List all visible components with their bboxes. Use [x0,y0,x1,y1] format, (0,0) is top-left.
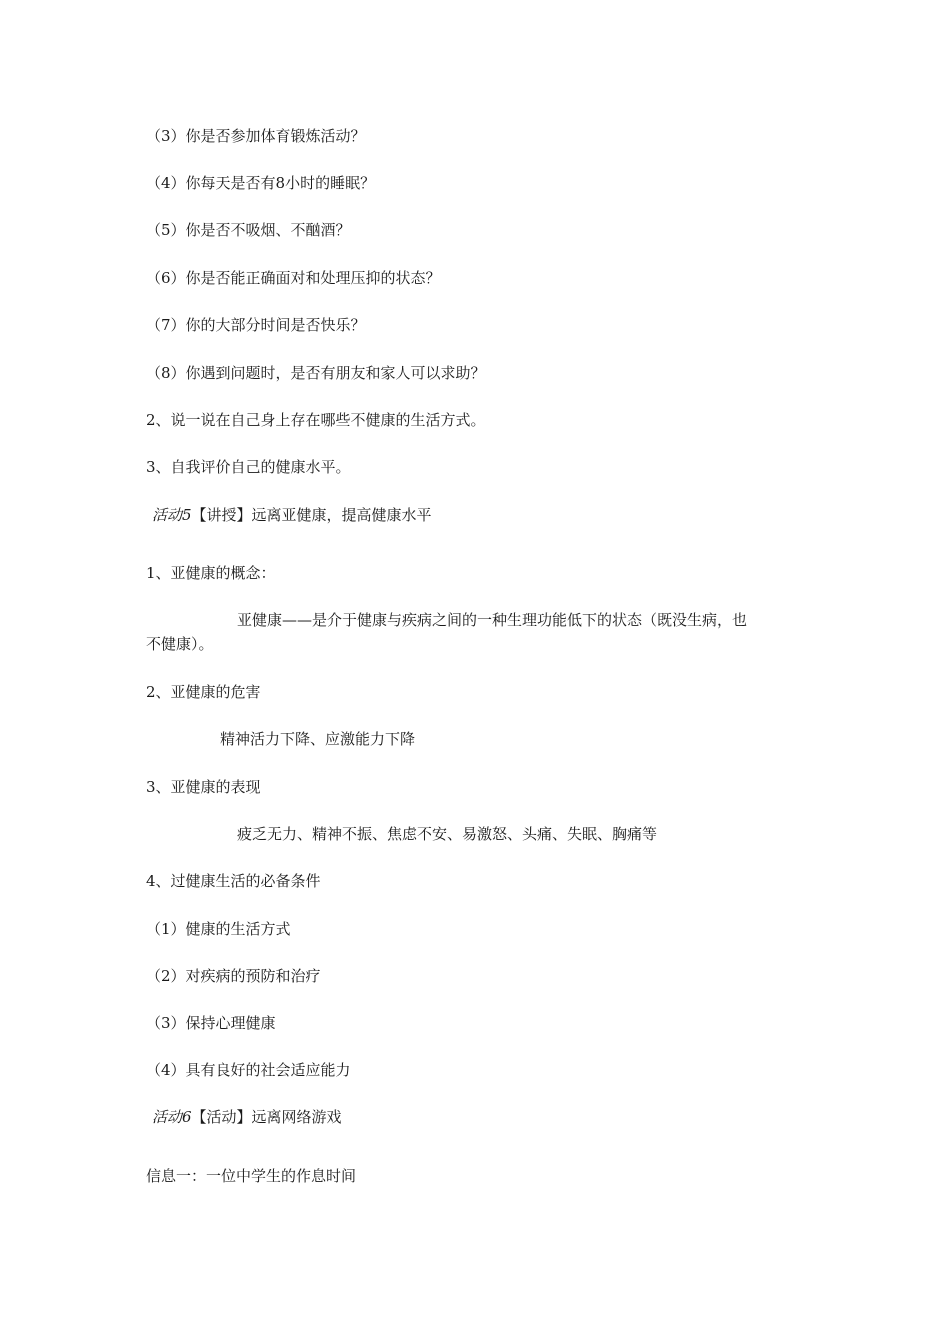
question-6: （6）你是否能正确面对和处理压抑的状态？ [146,269,441,287]
activity-5-title: 【讲授】远离亚健康，提高健康水平 [191,506,432,524]
activity-6-title: 【活动】远离网络游戏 [191,1108,342,1126]
condition-4: （4）具有良好的社会适应能力 [146,1061,351,1079]
question-8: （8）你遇到问题时，是否有朋友和家人可以求助？ [146,364,486,382]
item-2-unhealthy-lifestyle: 2、说一说在自己身上存在哪些不健康的生活方式。 [146,411,486,429]
sub-health-concept-heading: 1、亚健康的概念： [146,564,276,582]
question-5: （5）你是否不吸烟、不酗酒？ [146,221,351,239]
conditions-heading: 4、过健康生活的必备条件 [146,872,321,890]
activity-5-heading [152,504,432,526]
info-1-heading: 信息一：一位中学生的作息时间 [146,1167,357,1185]
activity-6-label: 活动6 [152,1108,192,1126]
condition-3: （3）保持心理健康 [146,1014,276,1032]
sub-health-concept-line-2: 不健康）。 [146,635,214,653]
question-7: （7）你的大部分时间是否快乐？ [146,316,366,334]
sub-health-symptoms-text: 疲乏无力、精神不振、焦虑不安、易激怒、头痛、失眠、胸痛等 [237,825,658,843]
activity-6-heading [152,1106,342,1128]
condition-2: （2）对疾病的预防和治疗 [146,967,321,985]
sub-health-symptoms-heading: 3、亚健康的表现 [146,778,261,796]
question-3: （3）你是否参加体育锻炼活动？ [146,127,366,145]
item-3-self-evaluation: 3、自我评价自己的健康水平。 [146,458,351,476]
sub-health-harm-text: 精神活力下降、应激能力下降 [220,730,416,748]
condition-1: （1）健康的生活方式 [146,920,291,938]
sub-health-harm-heading: 2、亚健康的危害 [146,683,261,701]
activity-5-label: 活动5 [152,506,192,524]
question-4: （4）你每天是否有8小时的睡眠？ [146,174,376,192]
sub-health-concept-line-1: 亚健康——是介于健康与疾病之间的一种生理功能低下的状态（既没生病，也 [237,611,748,629]
